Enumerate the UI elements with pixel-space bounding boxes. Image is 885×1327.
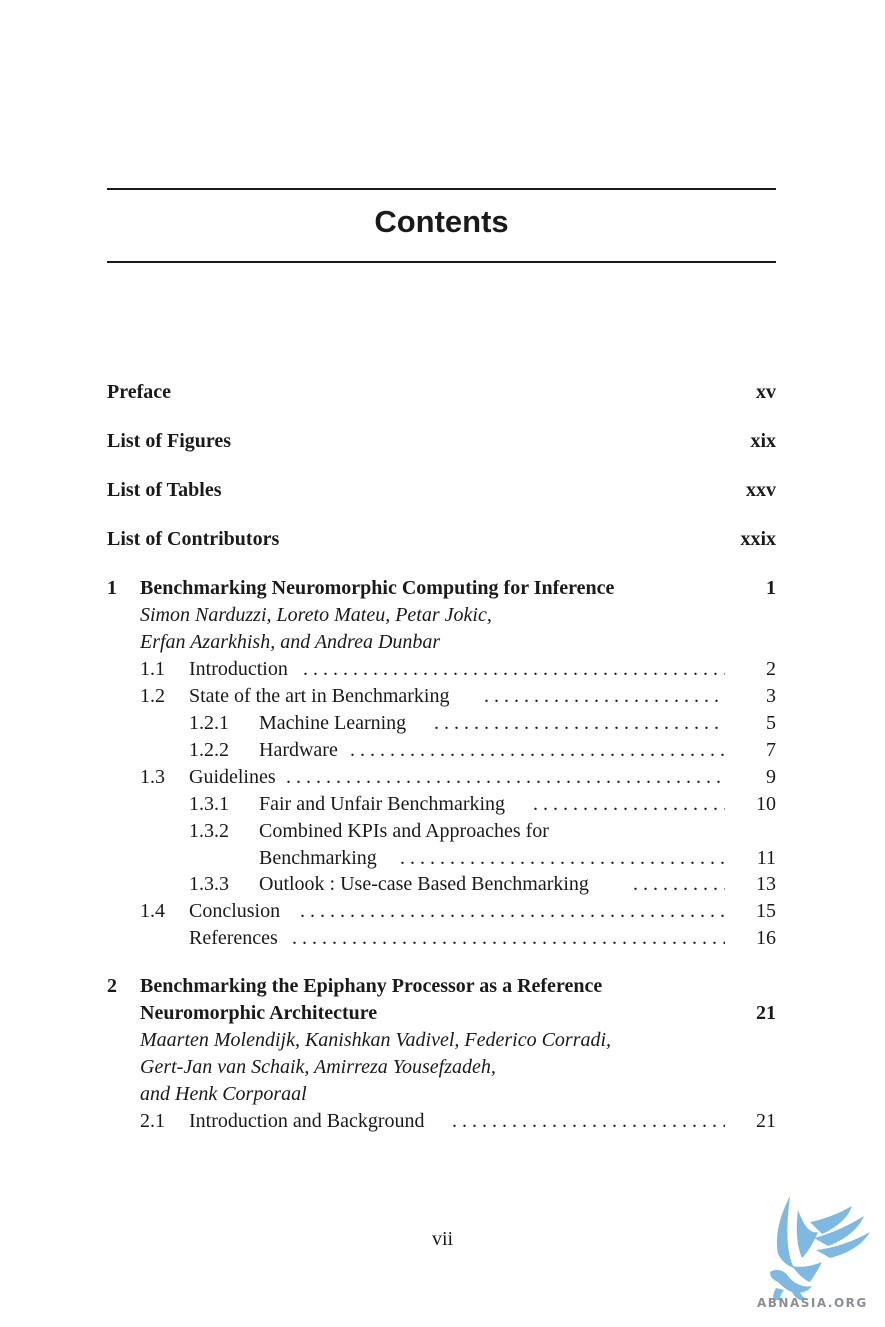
toc-section-1-1[interactable] bbox=[0, 656, 885, 683]
section-title: Conclusion bbox=[189, 900, 281, 922]
section-number: 1.3.2 bbox=[189, 820, 229, 842]
page-title: Contents bbox=[374, 204, 509, 239]
entry-page: xxix bbox=[740, 528, 776, 550]
section-number: 1.2.2 bbox=[189, 739, 229, 761]
entry-title: List of Tables bbox=[107, 479, 222, 501]
toc-entry-list-of-tables[interactable] bbox=[0, 477, 885, 504]
chapter-authors bbox=[0, 1081, 885, 1108]
dot-leader bbox=[350, 737, 725, 764]
section-page: 2 bbox=[766, 658, 776, 680]
section-title: Introduction bbox=[189, 658, 288, 680]
entry-title: List of Figures bbox=[107, 430, 232, 452]
chapter-title: Benchmarking the Epiphany Processor as a Reference bbox=[140, 975, 603, 997]
section-number: 1.1 bbox=[140, 658, 165, 680]
dot-leader bbox=[484, 683, 725, 710]
chapter-title: Benchmarking Neuromorphic Computing for Inference bbox=[140, 577, 615, 599]
watermark-text: ABNASIA.ORG bbox=[757, 1296, 868, 1310]
toc-section-2-1[interactable] bbox=[0, 1108, 885, 1135]
dot-leader bbox=[434, 710, 725, 737]
dot-leader bbox=[300, 898, 725, 925]
section-page: 16 bbox=[756, 927, 776, 949]
section-number: 1.3 bbox=[140, 766, 165, 788]
section-page: 13 bbox=[756, 873, 776, 895]
dot-leader bbox=[400, 845, 725, 872]
toc-entry-preface[interactable] bbox=[0, 379, 885, 406]
section-number: 1.3.3 bbox=[189, 873, 229, 895]
section-page: 3 bbox=[766, 685, 776, 707]
chapter-authors bbox=[0, 1054, 885, 1081]
toc-section-1-3[interactable] bbox=[0, 764, 885, 791]
section-title: Combined KPIs and Approaches for bbox=[259, 820, 549, 842]
toc-chapter-2[interactable] bbox=[0, 973, 885, 1000]
toc-section-1-2[interactable] bbox=[0, 683, 885, 710]
page-number: vii bbox=[431, 1228, 454, 1250]
authors-line: Maarten Molendijk, Kanishkan Vadivel, Federico Corradi, bbox=[140, 1029, 612, 1051]
authors-line: Simon Narduzzi, Loreto Mateu, Petar Jokic, bbox=[140, 604, 492, 626]
section-number: 1.3.1 bbox=[189, 793, 229, 815]
toc-entry-list-of-figures[interactable] bbox=[0, 428, 885, 455]
section-title: References bbox=[189, 927, 278, 949]
dot-leader bbox=[452, 1108, 725, 1135]
chapter-page: 1 bbox=[766, 577, 776, 599]
entry-page: xv bbox=[756, 381, 776, 403]
section-page: 11 bbox=[756, 847, 776, 869]
dot-leader bbox=[286, 764, 725, 791]
section-title: Guidelines bbox=[189, 766, 276, 788]
entry-title: Preface bbox=[107, 381, 172, 403]
section-title: Introduction and Background bbox=[189, 1110, 425, 1132]
section-number: 1.2.1 bbox=[189, 712, 229, 734]
top-rule bbox=[107, 188, 776, 190]
toc-section-1-4[interactable] bbox=[0, 898, 885, 925]
toc-entry-list-of-contributors[interactable] bbox=[0, 526, 885, 553]
toc-section-1-3-2[interactable] bbox=[0, 818, 885, 845]
authors-line: Erfan Azarkhish, and Andrea Dunbar bbox=[140, 631, 441, 653]
chapter-page: 21 bbox=[756, 1002, 776, 1024]
chapter-authors bbox=[0, 1027, 885, 1054]
chapter-authors bbox=[0, 602, 885, 629]
section-page: 10 bbox=[756, 793, 776, 815]
section-number: 2.1 bbox=[140, 1110, 165, 1132]
dot-leader bbox=[292, 925, 725, 952]
chapter-number: 1 bbox=[107, 577, 117, 599]
section-title: Fair and Unfair Benchmarking bbox=[259, 793, 506, 815]
chapter-number: 2 bbox=[107, 975, 117, 997]
dot-leader bbox=[533, 791, 725, 818]
authors-line: Gert-Jan van Schaik, Amirreza Yousefzadeh, bbox=[140, 1056, 496, 1078]
section-page: 5 bbox=[766, 712, 776, 734]
toc-chapter-2-cont[interactable] bbox=[0, 1000, 885, 1027]
entry-page: xxv bbox=[746, 479, 776, 501]
bottom-rule bbox=[107, 261, 776, 263]
section-number: 1.2 bbox=[140, 685, 165, 707]
section-page: 21 bbox=[756, 1110, 776, 1132]
section-page: 7 bbox=[766, 739, 776, 761]
entry-page: xix bbox=[750, 430, 776, 452]
chapter-title-cont: Neuromorphic Architecture bbox=[140, 1002, 378, 1024]
section-title: Machine Learning bbox=[259, 712, 407, 734]
entry-title: List of Contributors bbox=[107, 528, 280, 550]
section-title: State of the art in Benchmarking bbox=[189, 685, 450, 707]
section-title: Hardware bbox=[259, 739, 338, 761]
section-page: 15 bbox=[756, 900, 776, 922]
toc-section-1-2-1[interactable] bbox=[0, 710, 885, 737]
authors-line: and Henk Corporaal bbox=[140, 1083, 307, 1105]
toc-section-1-3-3[interactable] bbox=[0, 871, 885, 898]
dot-leader bbox=[633, 871, 725, 898]
dot-leader bbox=[303, 656, 725, 683]
toc-section-1-2-2[interactable] bbox=[0, 737, 885, 764]
toc-section-1-3-1[interactable] bbox=[0, 791, 885, 818]
toc-section-1-3-2-cont[interactable] bbox=[0, 845, 885, 872]
toc-chapter-1[interactable] bbox=[0, 575, 885, 602]
chapter-authors bbox=[0, 629, 885, 656]
section-title: Outlook : Use-case Based Benchmarking bbox=[259, 873, 589, 895]
section-number: 1.4 bbox=[140, 900, 165, 922]
toc-section-references[interactable] bbox=[0, 925, 885, 952]
section-page: 9 bbox=[766, 766, 776, 788]
section-title-cont: Benchmarking bbox=[259, 847, 377, 869]
